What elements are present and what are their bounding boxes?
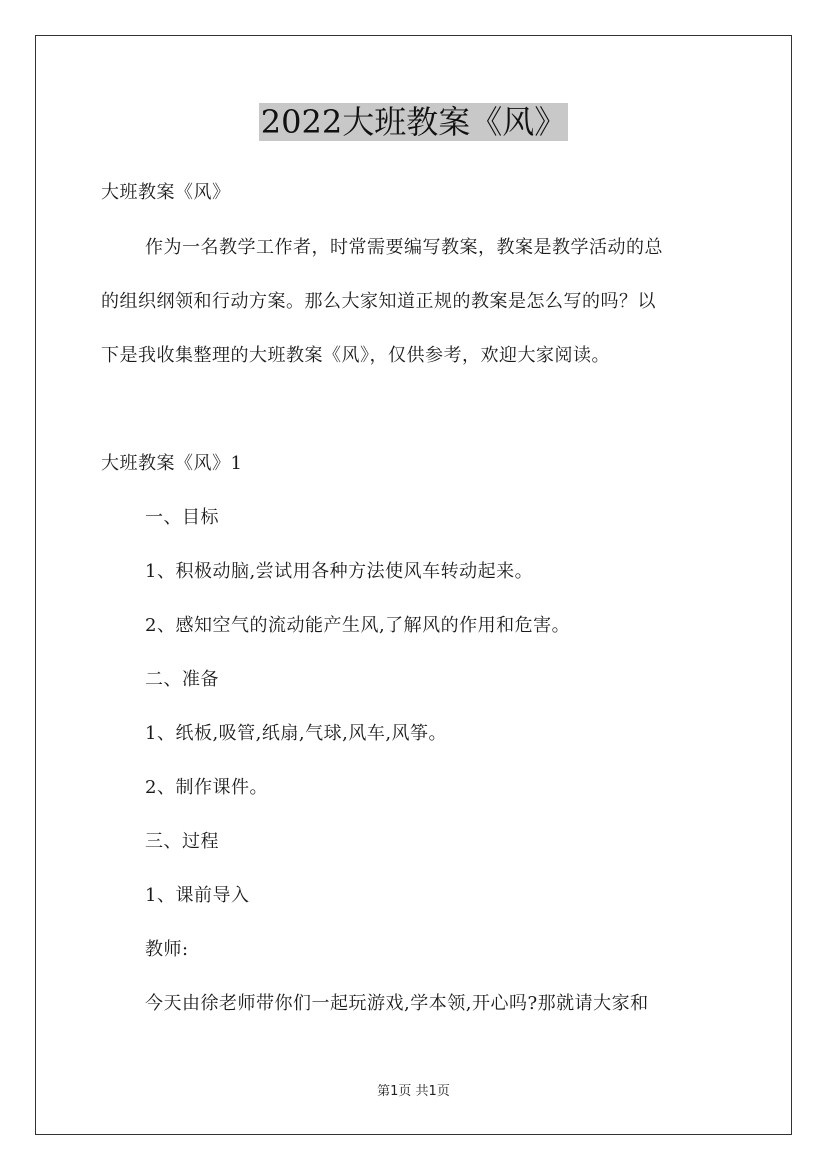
preparation-item-2: 2、制作课件。 bbox=[145, 777, 268, 798]
intro-line-3: 下是我收集整理的大班教案《风》，仅供参考，欢迎大家阅读。 bbox=[101, 345, 610, 366]
heading-process: 三、过程 bbox=[145, 831, 219, 852]
page-footer: 第1页 共1页 bbox=[377, 1084, 450, 1099]
goal-item-2: 2、感知空气的流动能产生风,了解风的作用和危害。 bbox=[145, 615, 571, 636]
teacher-speech: 今天由徐老师带你们一起玩游戏,学本领,开心吗?那就请大家和 bbox=[145, 993, 649, 1014]
teacher-label: 教师: bbox=[145, 939, 189, 960]
document-subtitle: 大班教案《风》 bbox=[101, 182, 231, 203]
intro-line-2: 的组织纲领和行动方案。那么大家知道正规的教案是怎么写的吗？以 bbox=[101, 291, 656, 312]
heading-goals: 一、目标 bbox=[145, 507, 219, 528]
goal-item-1: 1、积极动脑,尝试用各种方法使风车转动起来。 bbox=[145, 561, 534, 582]
document-title: 2022大班教案《风》 bbox=[260, 103, 567, 141]
section-heading: 大班教案《风》1 bbox=[101, 453, 243, 474]
process-item-1: 1、课前导入 bbox=[145, 885, 250, 906]
title-container bbox=[0, 103, 827, 141]
preparation-item-1: 1、纸板,吸管,纸扇,气球,风车,风筝。 bbox=[145, 723, 448, 744]
intro-line-1: 作为一名教学工作者，时常需要编写教案，教案是教学活动的总 bbox=[145, 237, 663, 258]
heading-preparation: 二、准备 bbox=[145, 669, 219, 690]
